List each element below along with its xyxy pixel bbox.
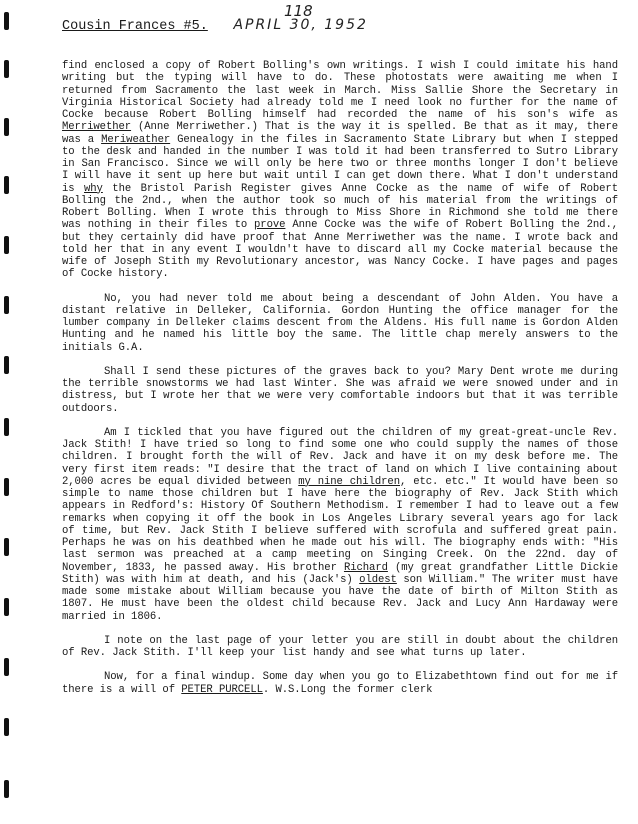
underlined-text: Richard [343,561,388,574]
binder-hole [4,538,9,556]
paragraph-text: find enclosed a copy of Robert Bolling's own writings. I wish I could imitate his hand writing but the typing will have to do. These photostats were awaiting me when I returned from Sacramento the last week in March. Miss Sallie Shore the Secretary in Virginia Historical Society had already told me I need look no further for the name of Cocke because Robert Bolling himself had recorded the name of his son's wife as [62,60,618,121]
paragraph-text: Shall I send these pictures of the graves back to you? Mary Dent wrote me during the terrible snowstorms we had last Winter. She was afraid we were snowed under and in distress, but I wrote her that we were very comfortable indoors but that it was terrible outdoors. [62,365,618,415]
binder-hole [4,418,9,436]
underlined-text: Meriweather [101,133,171,146]
paragraph-text: the Bristol Parish Register gives Anne Cocke as the name of wife of Robert Bolling the 2nd., when the author took so much of his material from the writings of Robert Bolling. When I wrote this through to Miss Shore in Richmond she told me there was nothing in their files to [62,182,618,232]
letter-paragraph [62,635,618,660]
binder-holes [0,0,14,824]
underlined-text: my nine children [298,475,400,488]
binder-hole [4,356,9,374]
letter-paragraph [62,293,618,354]
binder-hole [4,598,9,616]
binder-hole [4,60,9,78]
paragraph-text: . W.S.Long the former clerk [262,683,433,696]
underlined-text: why [84,182,103,195]
underlined-text: Merriwether [62,121,132,134]
letter-header [62,16,368,38]
binder-hole [4,718,9,736]
underlined-text: PETER PURCELL [181,683,263,696]
binder-hole [4,12,9,30]
letter-paragraph [62,427,618,623]
letter-body [62,60,618,708]
paragraph-text: Am I tickled that you have figured out the children of my great-great-uncle Rev. Jack Stith! I have tried so long to find some one who could supply the names of those children. I brought forth the will of Rev. Jack and have it on my desk before me. The very first item reads: "I desire that the tract of land on which I live containing about 2,000 acres be equal divided between [62,426,618,488]
binder-hole [4,236,9,254]
paragraph-text: Anne Cocke was the wife of Robert Bolling the 2nd., but they certainly did have proof that Anne Merriwether was the name. I wrote back and told her that in any event I wouldn't have to discard all my Cocke material because the wife of Joseph Stith my Revolutionary ancestor, was Nancy Cocke. I have pages and pages of Cocke history. [62,219,619,281]
paragraph-text: son William." The writer must have made some mistake about William because you have the date of birth of Milton Stith as 1807. He must have been the oldest child because Rev. Jack and Lucy Ann Hardaway were married in 1806. [62,573,618,623]
paragraph-text: (Anne Merriwether.) That is the way it is spelled. Be that as it may, there was a [62,121,618,146]
binder-hole [4,658,9,676]
binder-hole [4,176,9,194]
paragraph-text: I note on the last page of your letter you are still in doubt about the children of Rev. Jack Stith. I'll keep your list handy and see what turns up later. [62,634,618,659]
binder-hole [4,296,9,314]
paragraph-text: No, you had never told me about being a descendant of John Alden. You have a distant relative in Delleker, California. Gordon Hunting the office manager for the lumber company in Delleker claims descent from the Aldens. His full name is Gordon Alden Hunting and he named his little boy the same. The little chap merely answers to the initials G.A. [62,292,618,354]
paragraph-text: (my great grandfather Little Dickie Stith) was with him at death, and his (Jack's) [62,561,618,586]
letter-paragraph [62,60,618,281]
letter-title: Cousin Frances #5. [62,19,208,34]
paragraph-text: Genealogy in the files in Sacramento State Library but when I stepped to the desk and handed in the number I was told it had been transferred to Sutro Library in San Francisco. Since we will only be here two or three months longer I don't believe I will have it sent up here but wait until I can get down there. What I don't understand is [62,133,618,195]
binder-hole [4,478,9,496]
underlined-text: oldest [359,573,397,586]
letter-paragraph [62,671,618,696]
handwritten-date: APRIL 30, 1952 [233,17,368,33]
handwritten-page-number: 118 [284,2,313,20]
paragraph-text: Now, for a final windup. Some day when you go to Elizabethtown find out for me if there is a will of [62,671,618,696]
binder-hole [4,118,9,136]
paragraph-text: , etc. etc." It would have been so simple to name those children but I have here the biography of Rev. Jack Stith which appears in Redford's: History Of Southern Methodism. I remember I had to leave out a few remarks when copying it off the book in Los Angeles Library several years ago for lack of time, but Rev. Jack Stith I believe suffered with scrofula and suffered great pain. Perhaps he was on his deathbed when he made out his will. The biography ends with: "His last sermon was preached at a camp meeting on Singing Creek. On the 22nd. day of November, 1833, he passed away. His brother [62,475,619,574]
binder-hole [4,780,9,798]
letter-paragraph [62,366,618,415]
underlined-text: prove [254,219,286,232]
